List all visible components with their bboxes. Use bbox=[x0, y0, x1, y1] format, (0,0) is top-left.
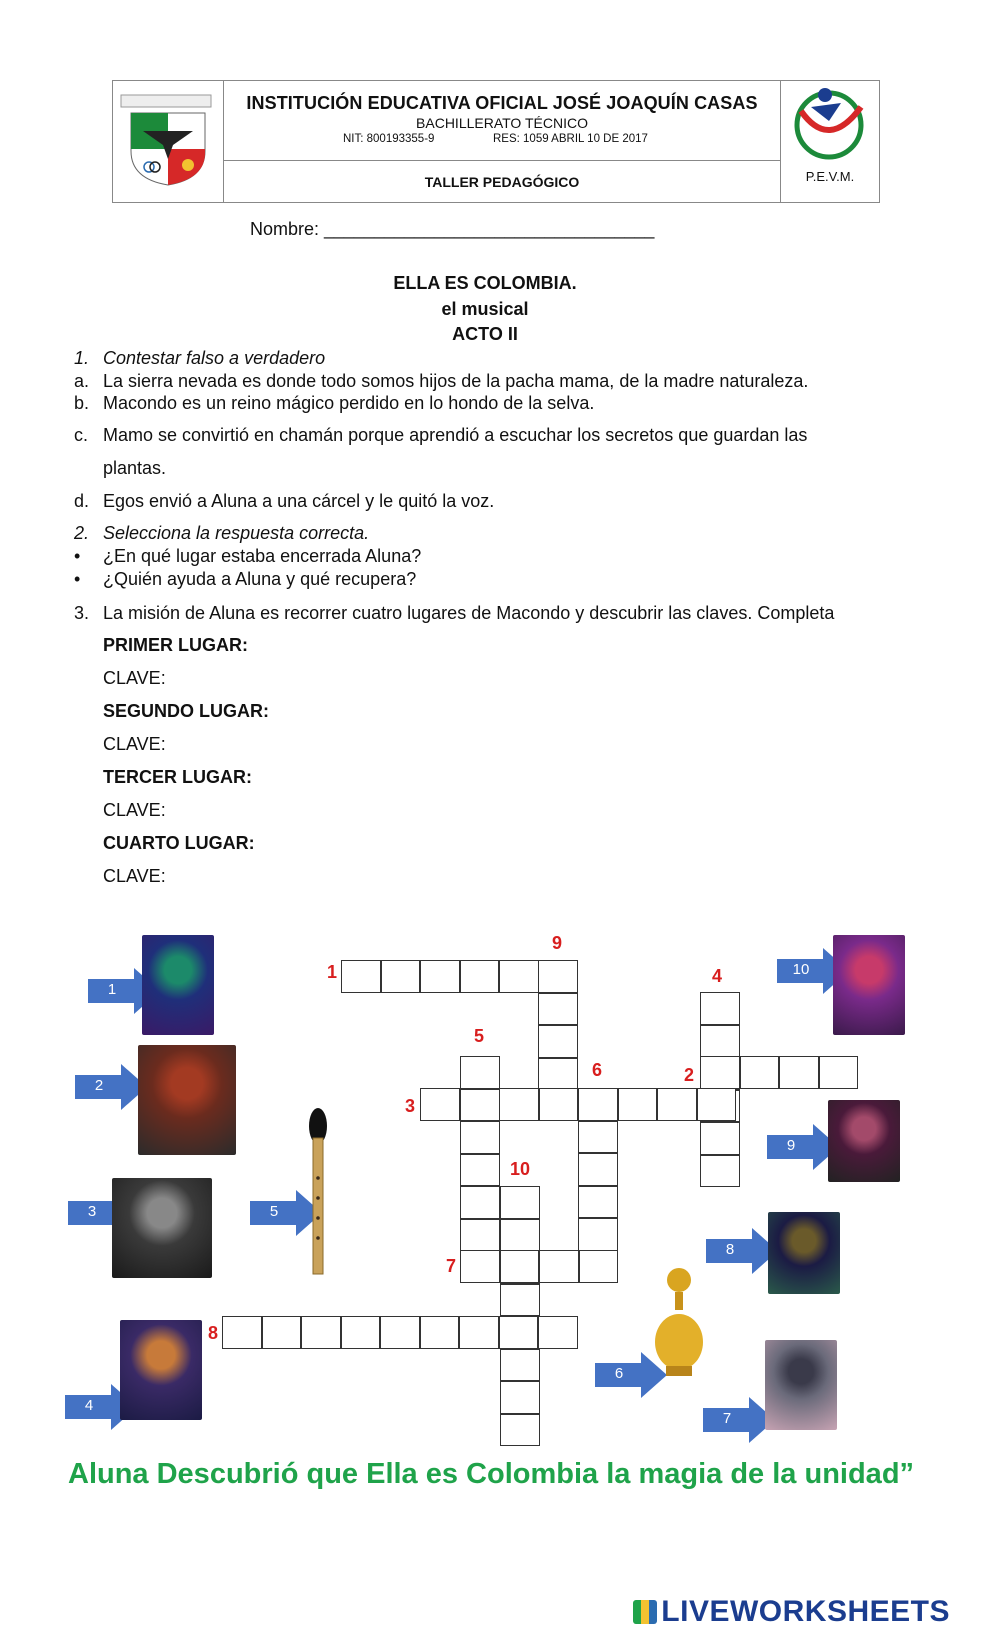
character-photo-1 bbox=[142, 935, 214, 1035]
arrow-label-7: 7 bbox=[722, 1410, 732, 1427]
clue-number-4: 4 bbox=[712, 966, 723, 986]
crossword-cell[interactable] bbox=[380, 1316, 420, 1349]
clue-number-9: 9 bbox=[552, 933, 563, 953]
clave-2-label: CLAVE: bbox=[103, 734, 166, 754]
crossword-cell[interactable] bbox=[500, 1349, 540, 1382]
crossword-cell[interactable] bbox=[460, 1250, 500, 1283]
item-a-text: La sierra nevada es donde todo somos hijos de la pacha mama, de la madre naturaleza. bbox=[103, 371, 809, 391]
crossword-cell[interactable] bbox=[578, 1153, 618, 1186]
bullet-dot: • bbox=[74, 569, 81, 589]
crossword-cell[interactable] bbox=[460, 960, 500, 993]
crossword-cell[interactable] bbox=[460, 1219, 500, 1252]
crossword-cell[interactable] bbox=[420, 960, 460, 993]
crossword-cell[interactable] bbox=[460, 1186, 500, 1219]
item-c-text-cont: plantas. bbox=[103, 458, 167, 478]
program-name: BACHILLERATO TÉCNICO bbox=[416, 115, 588, 131]
crossword-cell[interactable] bbox=[499, 960, 539, 993]
bullet-dot: • bbox=[74, 546, 81, 566]
section1-heading: Contestar falso a verdadero bbox=[103, 348, 326, 368]
clue-number-8: 8 bbox=[208, 1323, 219, 1343]
liveworksheets-brand bbox=[633, 1595, 950, 1629]
place-1-label: PRIMER LUGAR: bbox=[103, 635, 248, 655]
clave-1-label: CLAVE: bbox=[103, 668, 166, 688]
crossword-cell[interactable] bbox=[500, 1250, 540, 1283]
crossword-cell[interactable] bbox=[460, 1154, 500, 1187]
crossword-cell[interactable] bbox=[301, 1316, 341, 1349]
section3-text: La misión de Aluna es recorrer cuatro lugares de Macondo y descubrir las claves. Completa bbox=[103, 603, 835, 623]
arrow-label-4: 4 bbox=[84, 1397, 94, 1414]
crossword-cell[interactable] bbox=[538, 993, 578, 1026]
crossword-cell[interactable] bbox=[700, 1155, 740, 1188]
crossword-cell[interactable] bbox=[499, 1088, 539, 1121]
brand-text: LIVEWORKSHEETS bbox=[661, 1595, 950, 1628]
clue-number-5: 5 bbox=[474, 1026, 485, 1046]
crossword-cell[interactable] bbox=[578, 1186, 618, 1219]
crossword-cell[interactable] bbox=[500, 1186, 540, 1219]
crossword-cell[interactable] bbox=[538, 1316, 578, 1349]
crossword-cell[interactable] bbox=[460, 1089, 500, 1122]
crossword-cell[interactable] bbox=[539, 1250, 579, 1283]
flute-image bbox=[306, 1108, 330, 1283]
crossword-cell[interactable] bbox=[819, 1056, 859, 1089]
item-c-marker: c. bbox=[74, 425, 89, 445]
title-line-3: ACTO II bbox=[452, 324, 518, 344]
arrow-label-9: 9 bbox=[786, 1137, 796, 1154]
crossword-cell[interactable] bbox=[459, 1316, 499, 1349]
name-field[interactable]: Nombre: _________________________________ bbox=[250, 219, 655, 239]
crossword-cell[interactable] bbox=[697, 1088, 737, 1121]
character-photo-9 bbox=[828, 1100, 900, 1182]
crossword-cell[interactable] bbox=[420, 1088, 460, 1121]
crossword-cell[interactable] bbox=[381, 960, 421, 993]
crossword-cell[interactable] bbox=[700, 1025, 740, 1058]
arrow-label-1: 1 bbox=[107, 981, 117, 998]
clave-4-label: CLAVE: bbox=[103, 866, 166, 886]
item-b-marker: b. bbox=[74, 393, 90, 413]
workshop-title: TALLER PEDAGÓGICO bbox=[424, 174, 580, 190]
crossword-cell[interactable] bbox=[657, 1088, 697, 1121]
crossword-cell[interactable] bbox=[579, 1250, 619, 1283]
crossword-cell[interactable] bbox=[500, 1219, 540, 1252]
clue-number-2: 2 bbox=[684, 1065, 695, 1085]
item-d-text: Egos envió a Aluna a una cárcel y le quitó la voz. bbox=[103, 491, 495, 511]
crossword-cell[interactable] bbox=[538, 1058, 578, 1091]
clave-3-label: CLAVE: bbox=[103, 800, 166, 820]
character-photo-4 bbox=[120, 1320, 202, 1420]
character-photo-7 bbox=[765, 1340, 837, 1430]
brand-icon bbox=[633, 1600, 657, 1624]
crossword-cell[interactable] bbox=[341, 1316, 381, 1349]
character-photo-10 bbox=[833, 935, 905, 1035]
crossword-cell[interactable] bbox=[578, 1088, 618, 1121]
section2-number: 2. bbox=[74, 523, 90, 543]
place-2-label: SEGUNDO LUGAR: bbox=[103, 701, 269, 721]
crossword-cell[interactable] bbox=[500, 1284, 540, 1317]
section2-heading: Selecciona la respuesta correcta. bbox=[103, 523, 370, 543]
item-b-text: Macondo es un reino mágico perdido en lo hondo de la selva. bbox=[103, 393, 595, 413]
crossword-cell[interactable] bbox=[500, 1414, 540, 1447]
crossword-cell[interactable] bbox=[500, 1381, 540, 1414]
arrow-label-2: 2 bbox=[94, 1077, 104, 1094]
section3-number: 3. bbox=[74, 603, 90, 623]
clue-number-7: 7 bbox=[446, 1256, 457, 1276]
crossword-cell[interactable] bbox=[578, 1121, 618, 1154]
crossword-cell[interactable] bbox=[499, 1316, 539, 1349]
place-3-label: TERCER LUGAR: bbox=[103, 767, 252, 787]
clue-number-6: 6 bbox=[592, 1060, 603, 1080]
title-line-2: el musical bbox=[441, 299, 529, 319]
character-photo-8 bbox=[768, 1212, 840, 1294]
clue-number-3: 3 bbox=[405, 1096, 416, 1116]
arrow-label-6: 6 bbox=[614, 1365, 624, 1382]
crossword-cell[interactable] bbox=[460, 1056, 500, 1089]
arrow-label-3: 3 bbox=[87, 1203, 97, 1220]
crossword-cell[interactable] bbox=[700, 1122, 740, 1155]
crossword-cell[interactable] bbox=[460, 1121, 500, 1154]
bullet-question-1: ¿En qué lugar estaba encerrada Aluna? bbox=[103, 546, 422, 566]
crossword-cell[interactable] bbox=[341, 960, 381, 993]
crossword-cell[interactable] bbox=[539, 1088, 579, 1121]
crossword-cell[interactable] bbox=[700, 1056, 740, 1089]
title-line-1: ELLA ES COLOMBIA. bbox=[393, 273, 577, 293]
crossword-cell[interactable] bbox=[420, 1316, 460, 1349]
section1-number: 1. bbox=[74, 348, 90, 368]
golden-poporo-image bbox=[652, 1260, 706, 1385]
resolution-text: RES: 1059 ABRIL 10 DE 2017 bbox=[493, 133, 648, 145]
place-4-label: CUARTO LUGAR: bbox=[103, 833, 255, 853]
crossword-cell[interactable] bbox=[740, 1056, 780, 1089]
crossword-cell[interactable] bbox=[538, 1025, 578, 1058]
crossword-cell[interactable] bbox=[779, 1056, 819, 1089]
arrow-label-10: 10 bbox=[792, 961, 810, 978]
item-a-marker: a. bbox=[74, 371, 90, 391]
pevm-label: P.E.V.M. bbox=[805, 169, 855, 184]
clue-number-10: 10 bbox=[510, 1159, 531, 1179]
arrow-label-8: 8 bbox=[725, 1241, 735, 1258]
arrow-label-5: 5 bbox=[269, 1203, 279, 1220]
crossword-cell[interactable] bbox=[578, 1218, 618, 1251]
clue-arrow-2 bbox=[75, 1064, 147, 1115]
bullet-question-2: ¿Quién ayuda a Aluna y qué recupera? bbox=[103, 569, 417, 589]
character-photo-3 bbox=[112, 1178, 212, 1278]
clue-number-1: 1 bbox=[327, 962, 338, 982]
crossword-cell[interactable] bbox=[262, 1316, 302, 1349]
nit-text: NIT: 800193355-9 bbox=[343, 133, 435, 145]
crossword-cell[interactable] bbox=[700, 992, 740, 1025]
crossword-cell[interactable] bbox=[618, 1088, 658, 1121]
character-photo-2 bbox=[138, 1045, 236, 1155]
footer-message: Aluna Descubrió que Ella es Colombia la magia de la unidad” bbox=[68, 1458, 915, 1490]
school-name: INSTITUCIÓN EDUCATIVA OFICIAL JOSÉ JOAQUÍN CASAS bbox=[246, 93, 758, 113]
item-d-marker: d. bbox=[74, 491, 90, 511]
crossword-cell[interactable] bbox=[538, 960, 578, 993]
item-c-text: Mamo se convirtió en chamán porque aprendió a escuchar los secretos que guardan las bbox=[103, 425, 808, 445]
crossword-cell[interactable] bbox=[222, 1316, 262, 1349]
